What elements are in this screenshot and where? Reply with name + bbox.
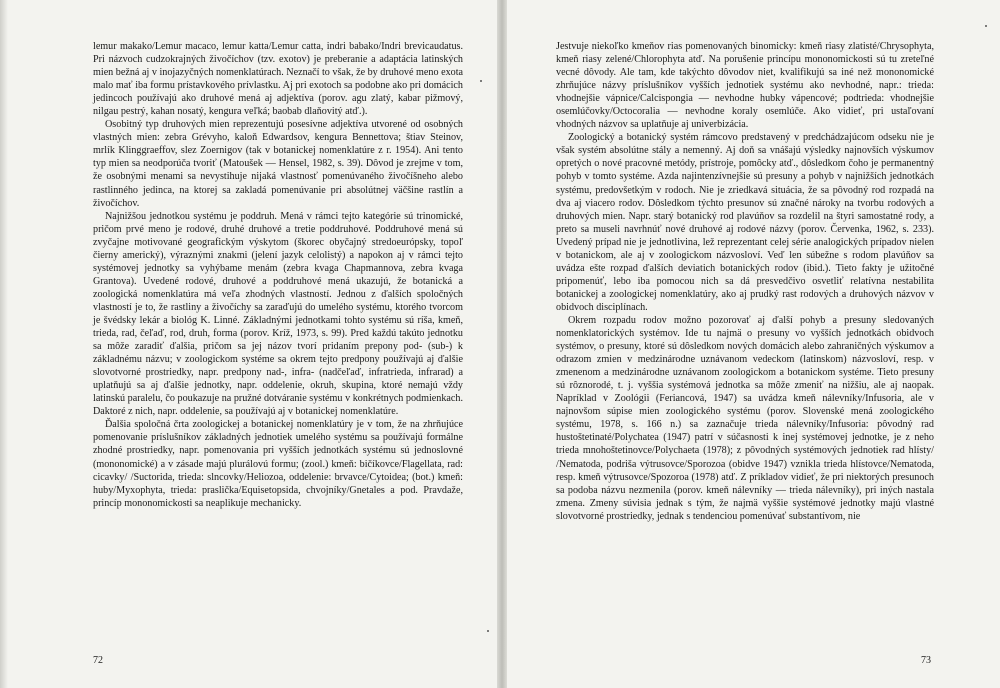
left-page-text [93,40,463,510]
right-paragraph-2: Zoologický a botanický systém rámcovo predstavený v predchádzajúcom odseku nie je však systém absolútne stály a nemenný. Aj doň sa vnášajú výsledky najnovších výskumov opretých o nové pracovné metódy, prístroje, pomôcky atď., dôsledkom čoho je permanentný pohyb v tomto systéme. Azda najintenzívnejšie sú presuny a pohyb v najnižších jednotkách systému, predovšetkým v rodoch. Nie je zriedkavá situácia, že sa pôvodný rod rozpadá na dva aj viacero rodov. Dôsledkom týchto presunov sú značné nároky na tvorbu rodových a druhových mien. Napr. starý botanický rod plavúňov sa rozdelil na štyri samostatné rody, a preto sa museli navrhnúť nové druhové aj rodové názvy (porov. Červenka, 1962, s. 233). Uvedený prípad nie je jednotlivina, lež reprezentant celej série analogických prípadov nielen v botanickom, ale aj v zoologickom názvosloví. Veď len súbežne s rodom plavúňov sa uvádza ešte rozpad ďalších deviatich botanických rodov (ibid.). Tieto fakty je užitočné pripomenúť, lebo iba pomocou nich sa dá presvedčivo osvetliť relatívna nestabilita botanickej a zoologickej nomenklatúry, ako aj prudký rast rodových a druhových názvov v obidvoch disciplínach. [556,132,934,313]
left-paragraph-3: Najnižšou jednotkou systému je poddruh. Mená v rámci tejto kategórie sú trinomické, pričom prvé meno je rodové, druhé druhové a tretie poddruhové. Poddruhové mená sú zvyčajne motivované geografickým výskytom (škorec obyčajný stredoeurópsky, topoľ čierny americký), výraznými znakmi (jelení jazyk celolistý) a napokon aj v rámci tejto systémovej jednotky sa vyhýbame menám (zebra kvaga Chapmannova, zebra kvaga Grantova). Uvedené rodové, druhové a poddruhové mená ukazujú, že botanická a zoologická nomenklatúra má veľa zhodných vlastností. Jednou z ďalších spoločných vlastností je to, že rastliny a živočíchy sa zaraďujú do umelého systému, ktorého tvorcom je švédsky lekár a biológ K. Linné. Základnými jednotkami tohto systému sú ríša, kmeň, trieda, rad, čeľaď, rod, druh, forma (porov. Kríž, 1973, s. 99). Pred každú takúto jednotku sa môže zaradiť ďalšia, pričom sa jej názov tvorí pridaním prepony pod- (sub-) k základnému názvu; v zoologickom systéme sa okrem tejto predpony používajú aj ďalšie slovotvorné prostriedky, napr. predpony nad-, infra- (nadčeľaď, infratrieda, infrarad) a uplatňujú sa aj ďalšie jednotky, napr. oddelenie, okruh, skupina, ktoré nemajú vždy latinskú paralelu, čo poukazuje na pružné dotváranie systému v konkrétnych podmienkach. Daktoré z nich, napr. oddelenie, sa používajú aj v botanickej nomenklatúre. [93,210,463,418]
right-paragraph-1: Jestvuje niekoľko kmeňov rias pomenovaných binomicky: kmeň riasy zlatisté/Chrysophyta, kmeň riasy zelené/Chlorophyta atď. Na porušenie princípu mononomickosti sú tu zreteľné vecné dôvody. Ale tam, kde takýchto dôvodov niet, kvalifikujú sa iné než mononomické zhrňujúce názvy príslušníkov vyšších jednotiek systému ako nevhodné, napr.: trieda: vhodnejšie vápnice/Calcispongia — nevhodne hubky vápencové; podtrieda: vhodnejšie osemlúčovky/Octocoralia — nevhodne koraly osemlúče. Ako vidieť, pri ustaľovaní vhodných názvov sa uplatňuje aj univerbizácia. [556,41,934,131]
scan-speck [480,80,482,82]
scan-speck [487,630,489,632]
page-edge-shadow [0,0,8,688]
left-page-number: 72 [93,655,103,666]
left-paragraph-2: Osobitný typ druhových mien reprezentujú posesívne adjektíva utvorené od osobných vlastných mien: zebra Grévyho, kaloň Edwardsov, kengura Bennettova; štiav Steinov, mrlík Klinggraeffov, slez Zoernigov (tak v botanickej nomenklatúre z r. 1954). Ani tento typ mien sa neodporúča tvoriť (Matoušek — Hensel, 1982, s. 39). Dôvod je zrejme v tom, že osobnými menami sa nevystihuje nijaká vlastnosť pomenúvaného živočíšneho alebo rastlinného jedinca, na ktorej sa zakladá pomenúvanie pri absolútnej väčšine rastlín a živočíchov. [93,119,463,209]
right-page-number: 73 [921,655,931,666]
left-paragraph-1: lemur makako/Lemur macaco, lemur katta/Lemur catta, indri babako/Indri brevicaudatus. Pri názvoch cudzokrajných živočíchov (tzv. exotov) je preberanie a adaptácia latinských mien bežná aj v inojazyčných nomenklatúrach. Neznačí to však, že by druhové meno exota malo mať iba formu prístavkového prívlastku. Aj pri exotoch sa podobne ako pri domácich jedincoch používajú ako druhové mená aj adjektíva (porov. agu zlatý, kabar pižmový, nilgau pestrý, kahan nosatý, kengura veľká; baobab dlaňovitý atď.). [93,41,463,118]
left-paragraph-4: Ďalšia spoločná črta zoologickej a botanickej nomenklatúry je v tom, že na zhrňujúce pomenovanie príslušníkov základných jednotiek umelého systému sa používajú formálne zhodné prostriedky, napr. pomenovania pri vyšších jednotkách systému sú jednoslovné (mononomické) a v zásade majú plurálovú formu; (zool.) kmeň: bičíkovce/Flagellata, rad: cicavky/ /Suctorida, trieda: slncovky/Heliozoa, oddelenie: brvavce/Cytoidea; (bot.) kmeň: huby/Myxophyta, trieda: praslička/Equisetopsida, chvojníky/Gnetales a pod. Pravdaže, princíp mononomickosti sa neaplikuje mechanicky. [93,419,463,509]
right-page-text [556,40,934,523]
book-gutter [497,0,507,688]
scan-speck [985,25,987,27]
right-paragraph-3: Okrem rozpadu rodov možno pozorovať aj ďalší pohyb a presuny sledovaných nomenklatorických systémov. Ide tu najmä o presuny vo vyšších jednotkách obidvoch systémov, o presuny, ktoré sú dôsledkom nových domácich alebo zahraničných výskumov a odrazom zmien v medzinárodne uznávanom vedeckom (latinskom) názvosloví, resp. v zmenenom a medzinárodne uznávanom zoologickom a botanickom systéme. Tieto presuny sú rôznorodé, t. j. vyššia systémová jednotka sa môže zmeniť na nižšiu, ale aj naopak. Napríklad v Zoológii (Feriancová, 1947) sa uvádza kmeň nálevníky/Infusoria, ale v najnovšom súpise mien zoologického systému (porov. Slovenské mená zoologického systému, 1978, s. 166 n.) sa zaznačuje trieda nálevníky/Infusoria: pôvodný rad hustoštetinaté/Polychatea (1947) patrí v súčasnosti k inej systémovej jednotke, je z neho trieda mnohoštetinovce/Polychaeta (1978); z pôvodných systémových jednotiek rad hlísty/ /Nematoda, podriša výtrusovce/Sporozoa (obidve 1947) vznikla trieda hlístovce/Nematoda, resp. kmeň výtrusovce/Spozoroa (1978) atď. Z príkladov vidieť, že pri niektorých presunoch sa podoba názvu nezmenila (porov. kmeň nálevníky — trieda nálevníky), pri iných nastala zmena. Zmeny súvisia jednak s tým, že najmä vyššie systémové jednotky majú vlastné slovotvorné prostriedky, jednak s tendenciou pomenúvať substantívom, nie [556,314,934,522]
